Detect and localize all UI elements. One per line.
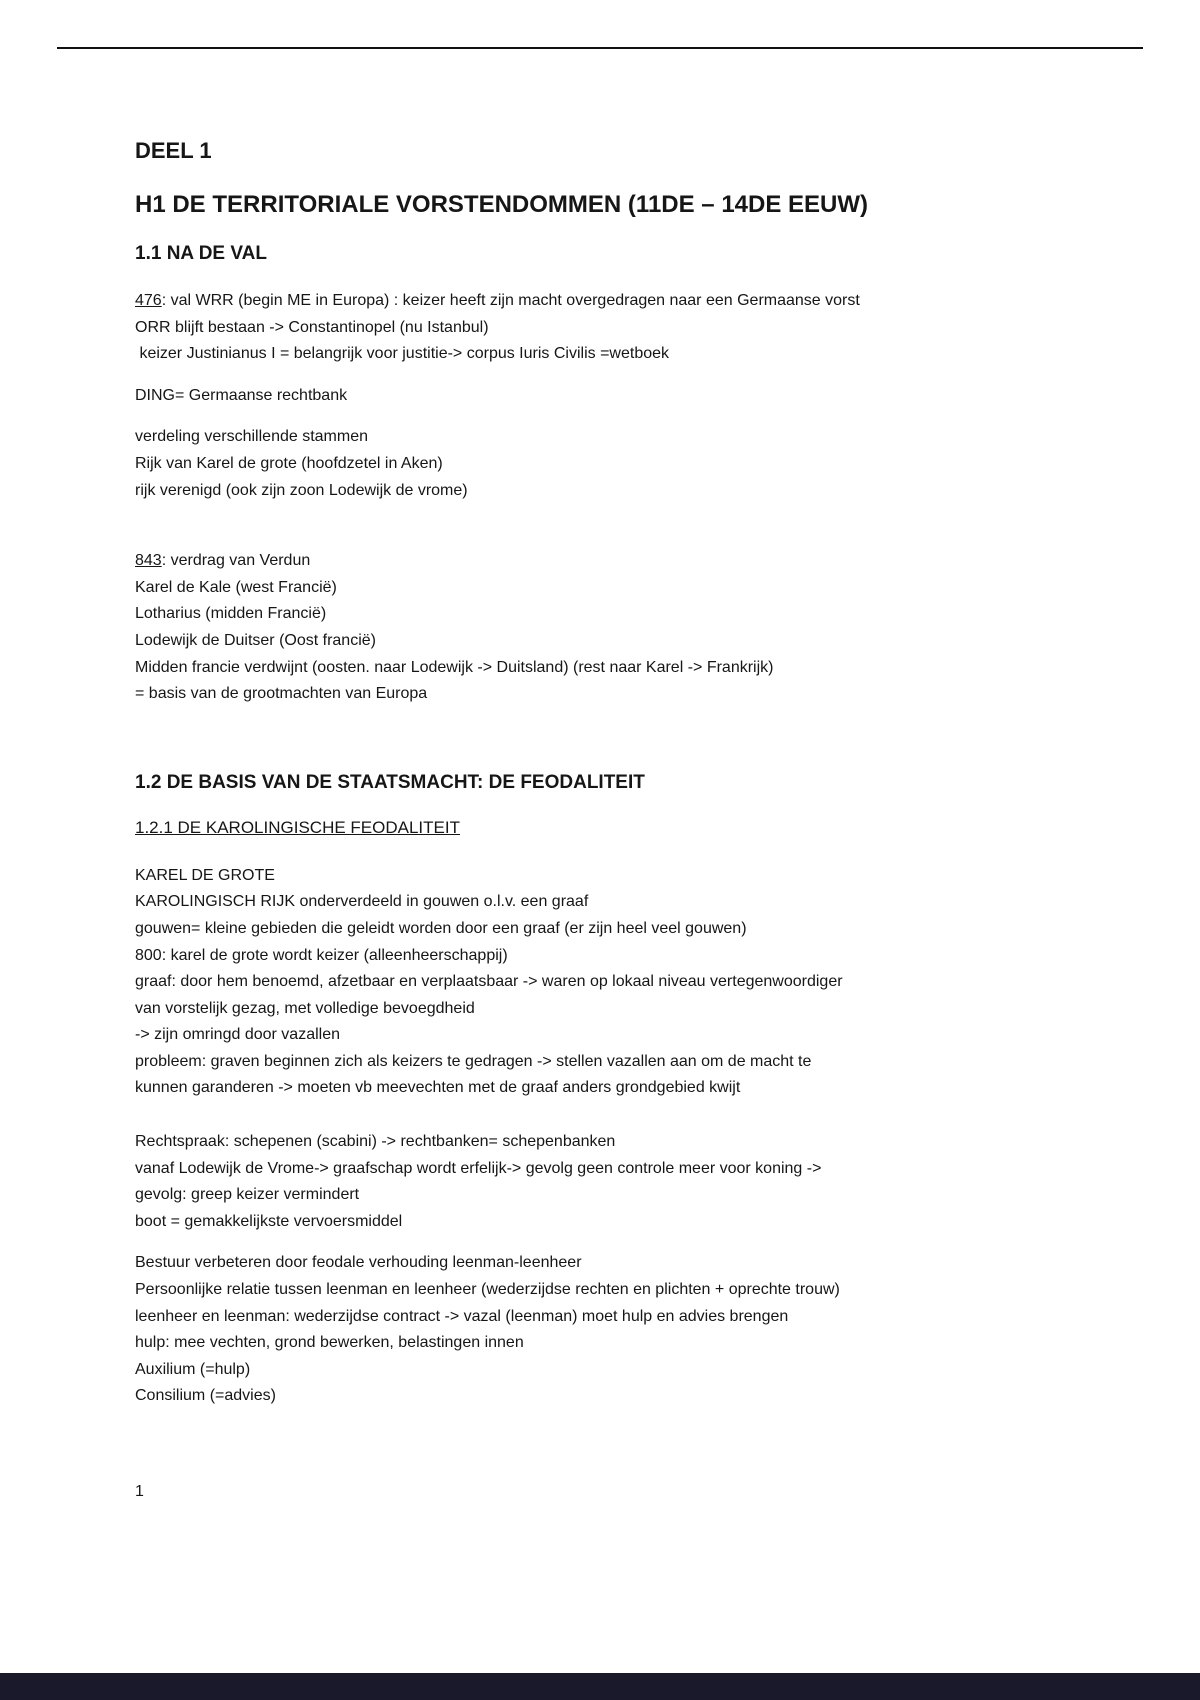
- heading-h1-large: H1 DE TERRITORIALE VORSTENDOMMEN (11DE – 14DE EEUW): [135, 191, 869, 218]
- text-line: Lotharius (midden Francië): [135, 605, 327, 623]
- text-line: gevolg: greep keizer vermindert: [135, 1186, 360, 1204]
- text-line: KAREL DE GROTE: [135, 866, 275, 884]
- spacer: [135, 723, 1110, 771]
- text-line: keizer Justinianus I = belangrijk voor justitie-> corpus Iuris Civilis =wetboek: [135, 345, 670, 363]
- heading-h1: DEEL 1: [135, 138, 212, 163]
- heading-h2: 1.1 NA DE VAL: [135, 243, 267, 264]
- document-content: [135, 138, 1110, 1425]
- underlined-text: 843: [135, 552, 162, 570]
- paragraph: [135, 424, 1110, 504]
- paragraph: [135, 383, 1110, 410]
- paragraph: [135, 288, 1110, 368]
- text-line: Rechtspraak: schepenen (scabini) -> rechtbanken= schepenbanken: [135, 1133, 616, 1151]
- text-line: rijk verenigd (ook zijn zoon Lodewijk de vrome): [135, 481, 468, 499]
- text-line: verdeling verschillende stammen: [135, 428, 368, 446]
- spacer: [135, 1117, 1110, 1129]
- text-line: Lodewijk de Duitser (Oost francië): [135, 631, 376, 649]
- text-line: DING= Germaanse rechtbank: [135, 386, 348, 404]
- text-line: kunnen garanderen -> moeten vb meevechten met de graaf anders grondgebied kwijt: [135, 1079, 741, 1097]
- paragraph: [135, 1129, 1110, 1235]
- text-line: probleem: graven beginnen zich als keizers te gedragen -> stellen vazallen aan om de macht te: [135, 1052, 812, 1070]
- text-line: van vorstelijk gezag, met volledige bevoegdheid: [135, 999, 475, 1017]
- text-line: Bestuur verbeteren door feodale verhouding leenman-leenheer: [135, 1254, 582, 1272]
- text-line: 843: verdrag van Verdun: [135, 552, 311, 570]
- text-line: = basis van de grootmachten van Europa: [135, 685, 428, 703]
- text-line: ORR blijft bestaan -> Constantinopel (nu Istanbul): [135, 318, 489, 336]
- text-line: leenheer en leenman: wederzijdse contract -> vazal (leenman) moet hulp en advies brengen: [135, 1307, 789, 1325]
- text-line: graaf: door hem benoemd, afzetbaar en verplaatsbaar -> waren op lokaal niveau vertegenwoordiger: [135, 973, 843, 991]
- text-line: vanaf Lodewijk de Vrome-> graafschap wordt erfelijk-> gevolg geen controle meer voor koning ->: [135, 1159, 822, 1177]
- text-line: 476: val WRR (begin ME in Europa) : keizer heeft zijn macht overgedragen naar een Germaanse vorst: [135, 292, 860, 309]
- text-line: -> zijn omringd door vazallen: [135, 1026, 340, 1044]
- paragraph: [135, 1250, 1110, 1410]
- heading-h3-underline: 1.2.1 DE KAROLINGISCHE FEODALITEIT: [135, 817, 460, 837]
- text-line: Rijk van Karel de grote (hoofdzetel in Aken): [135, 454, 443, 472]
- text-line: Midden francie verdwijnt (oosten. naar Lodewijk -> Duitsland) (rest naar Karel -> Frankrijk): [135, 658, 774, 676]
- text-line: gouwen= kleine gebieden die geleidt worden door een graaf (er zijn heel veel gouwen): [135, 919, 747, 937]
- text-line: boot = gemakkelijkste vervoersmiddel: [135, 1212, 403, 1230]
- paragraph: [135, 548, 1110, 708]
- paragraph: [135, 863, 1110, 1102]
- header-rule: [57, 47, 1143, 49]
- text-line: Karel de Kale (west Francië): [135, 578, 337, 596]
- text-line: 800: karel de grote wordt keizer (alleenheerschappij): [135, 946, 508, 964]
- underlined-text: 476: [135, 292, 162, 309]
- heading-h2: 1.2 DE BASIS VAN DE STAATSMACHT: DE FEODALITEIT: [135, 771, 645, 793]
- text-line: Auxilium (=hulp): [135, 1360, 251, 1378]
- text-line: Persoonlijke relatie tussen leenman en leenheer (wederzijdse rechten en plichten + oprechte trouw): [135, 1281, 840, 1299]
- footer-bar: [0, 1673, 1200, 1700]
- spacer: [135, 519, 1110, 548]
- text-line: Consilium (=advies): [135, 1387, 276, 1405]
- text-line: KAROLINGISCH RIJK onderverdeeld in gouwen o.l.v. een graaf: [135, 893, 589, 911]
- page-number: 1: [135, 1483, 144, 1500]
- text-line: hulp: mee vechten, grond bewerken, belastingen innen: [135, 1334, 524, 1352]
